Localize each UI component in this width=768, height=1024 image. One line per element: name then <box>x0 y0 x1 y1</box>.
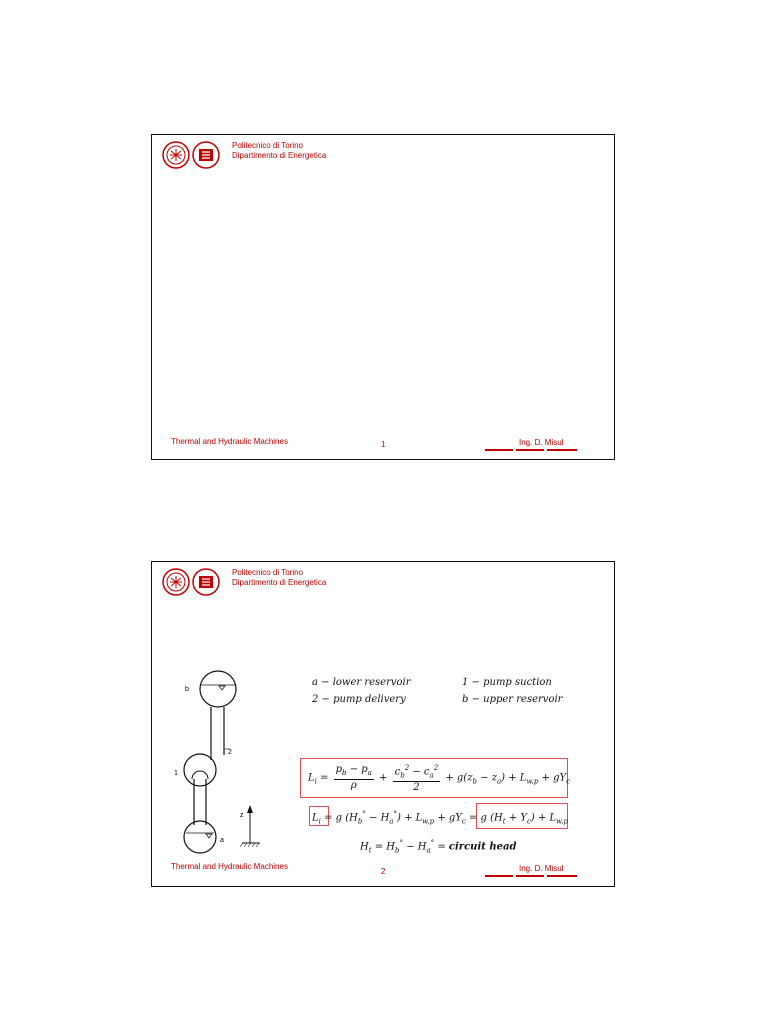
institution-header <box>232 141 326 161</box>
energetica-department-logo <box>192 567 220 597</box>
enthalpy-equation: $L_i = g$ $(H_b^\circ - H_a^\circ) + L_{w,p} + gY_c = g$ $(H_t + Y_c) + L_{w,p}$ <box>312 810 569 826</box>
course-title: Thermal and Hydraulic Machines <box>171 437 288 446</box>
institution-header <box>232 568 326 588</box>
label-b: b <box>185 686 189 693</box>
legend-a: a − lower reservoir <box>312 677 411 688</box>
label-z: z <box>240 812 244 819</box>
institution-name: Politecnico di Torino <box>232 141 304 150</box>
pump <box>184 754 216 786</box>
legend-1: 1 − pump suction <box>462 677 552 688</box>
hydraulic-circuit-diagram <box>170 667 280 857</box>
department-name: Dipartimento di Energetica <box>232 151 327 160</box>
legend-2: 2 − pump delivery <box>312 694 406 705</box>
institution-name: Politecnico di Torino <box>232 568 304 577</box>
legend-b: b − upper reservoir <box>462 694 563 705</box>
course-title: Thermal and Hydraulic Machines <box>171 862 288 871</box>
upper-reservoir <box>200 671 236 707</box>
page-number: 2 <box>381 867 386 876</box>
lower-reservoir <box>184 821 216 853</box>
slide-1 <box>151 134 615 460</box>
department-name: Dipartimento di Energetica <box>232 578 327 587</box>
label-a: a <box>220 837 224 844</box>
page-number: 1 <box>381 440 386 449</box>
author-name: Ing. D. Misul <box>519 864 564 873</box>
label-2: 2 <box>228 749 232 756</box>
politecnico-seal-logo <box>162 567 190 597</box>
energy-equation: $L_i$ = $\frac{p_b - p_a}{\rho}$ + $\frac{c_b^2 - c_a^2}{2}$ + $g(z_b - z_a) + L_{w,p} + gY_c$ <box>308 764 570 794</box>
energetica-department-logo <box>192 140 220 170</box>
author-name: Ing. D. Misul <box>519 438 564 447</box>
circuit-head-definition: $H_t = H_b^\circ - H_a^\circ$ = circuit head <box>360 839 517 855</box>
circuit-head-label: circuit head <box>448 841 517 853</box>
politecnico-seal-logo <box>162 140 190 170</box>
label-1: 1 <box>174 770 178 777</box>
slide-2 <box>151 561 615 887</box>
footer-red-rule <box>485 875 577 877</box>
footer-red-rule <box>485 449 577 451</box>
